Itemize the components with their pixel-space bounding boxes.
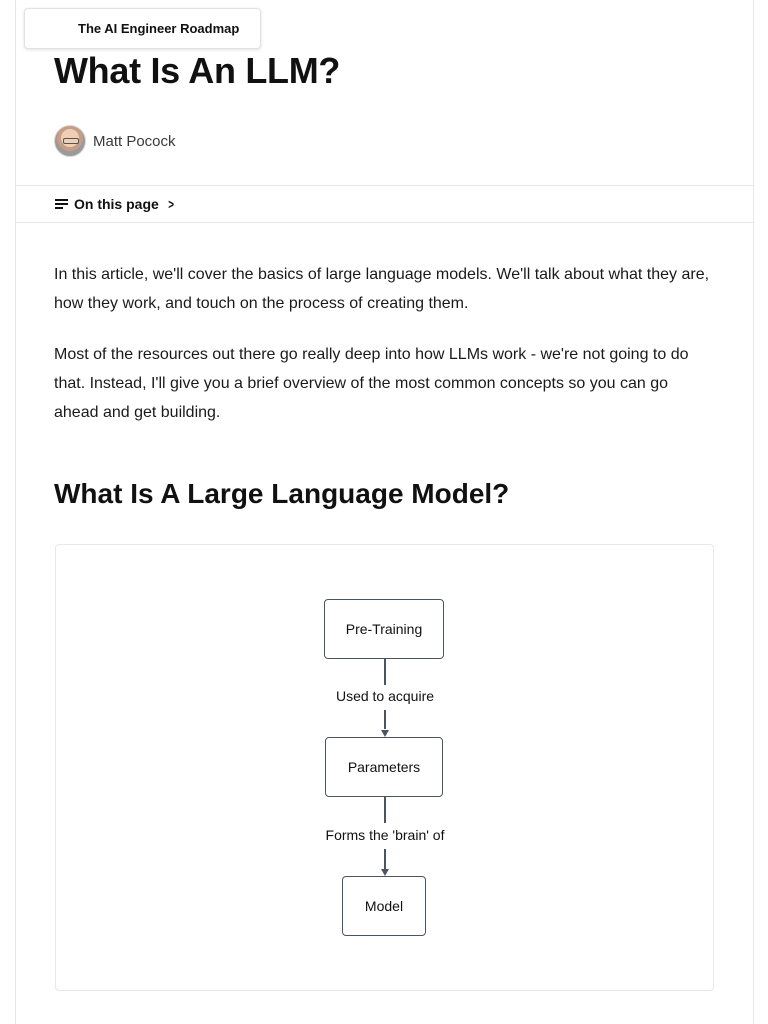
diagram-node-pretraining: Pre-Training xyxy=(324,599,444,659)
breadcrumb-link[interactable]: The AI Engineer Roadmap xyxy=(24,8,261,49)
arrow-down-icon xyxy=(381,730,389,737)
diagram-edge-label: Used to acquire xyxy=(335,688,435,704)
author-byline[interactable] xyxy=(54,125,176,157)
section-heading: What Is A Large Language Model? xyxy=(54,478,510,509)
diagram-connector xyxy=(384,659,386,685)
intro-paragraph: In this article, we'll cover the basics of large language models. We'll talk about what they are, how they work, and touch on the process of creating them. xyxy=(54,266,710,312)
llm-flow-diagram xyxy=(55,544,714,991)
diagram-connector xyxy=(384,797,386,823)
intro-paragraph-2: Most of the resources out there go really deep into how LLMs work - we're not going to do that. Instead, I'll give you a brief overview of the most common concepts so you can go ahead and get building. xyxy=(54,346,689,421)
avatar xyxy=(54,125,86,157)
diagram-connector xyxy=(384,849,386,869)
diagram-node-model: Model xyxy=(342,876,426,936)
diagram-connector xyxy=(384,710,386,729)
toc-label: On this page xyxy=(74,196,159,212)
on-this-page-toggle[interactable] xyxy=(15,185,754,223)
diagram-node-parameters: Parameters xyxy=(325,737,443,797)
page-title: What Is An LLM? xyxy=(54,50,341,91)
author-name: Matt Pocock xyxy=(93,132,176,150)
chevron-right-icon: > xyxy=(168,196,174,212)
menu-icon xyxy=(55,199,68,209)
arrow-down-icon xyxy=(381,869,389,876)
diagram-edge-label: Forms the 'brain' of xyxy=(325,827,445,843)
